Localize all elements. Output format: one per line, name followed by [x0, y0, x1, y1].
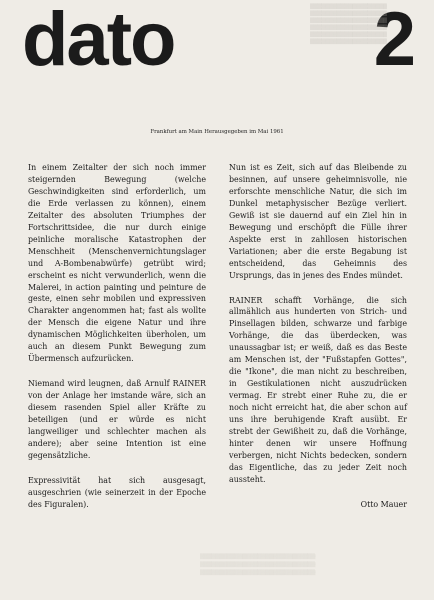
paragraph: Niemand wird leugnen, daß Arnulf RAINER von der Anlage her imstande wäre, sich an diesem rasenden Spiel aller Kräfte zu beteiligen (und er würde es nicht langweiliger und schlechter machen als andere); aber seine Intention ist eine gegensätzliche.	[28, 379, 206, 460]
show-through-texture: ▒▒▒▒▒▒▒▒▒▒▒▒▒▒▒▒▒▒▒▒▒▒▒▒▒▒▒▒▒▒ ▒▒▒▒▒▒▒▒▒▒▒▒▒▒▒▒▒▒▒▒▒▒▒▒▒▒▒▒▒▒ ▒▒▒▒▒▒▒▒▒▒▒▒▒▒▒▒▒▒▒▒▒▒▒▒▒▒▒▒▒▒	[200, 554, 316, 576]
show-through-texture: ▒▒▒▒▒▒▒▒▒▒▒▒▒▒▒▒▒▒▒▒ ▒▒▒▒▒▒▒▒▒▒▒▒▒▒▒▒▒▒▒▒ ▒▒▒▒▒▒▒▒▒▒▒▒▒▒▒▒▒▒▒▒ ▒▒▒▒▒▒▒▒▒▒▒▒▒▒▒▒▒▒▒▒ ▒▒▒▒▒▒▒▒▒▒▒▒▒▒▒▒▒▒▒▒ ▒▒▒▒▒▒▒▒▒▒▒▒▒▒▒▒▒▒▒▒	[310, 4, 387, 45]
paragraph: RAINER schafft Vorhänge, die sich allmählich aus hunderten von Strich- und Pinsellagen bilden, schwarze und farbige Vorhänge, die das überdecken, was unaussagbar ist; er weiß, daß es das Beste am Menschen ist, der "Fußstapfen Gottes", die "Ikone", die man nicht zu beschreiben, in Gestikulationen nicht auszudrücken vermag. Er strebt einer Ruhe zu, die er noch nicht erreicht hat, die aber schon auf uns ihre beruhigende Kraft ausübt. Er strebt der Gewißheit zu, daß die Vorhänge, hinter denen wir unsere Hoffnung verbergen, nicht Nichts bedecken, sondern das Eigentliche, das zu jeder Zeit noch aussteht.	[229, 295, 407, 484]
dateline: Frankfurt am Main Herausgegeben im Mai 1961	[150, 129, 284, 135]
paragraph: In einem Zeitalter der sich noch immer steigernden Bewegung (welche Geschwindigkeiten sind erforderlich, um die Erde verlassen zu können), einem Zeitalter des absoluten Triumphes der Fortschrittsidee, die nur durch einige peinliche moralische Katastrophen der Menschheit (Menschenvernichtungslager und A-Bombenabwürfe) getrübt wird; erscheint es nicht verwunderlich, wenn die Malerei, in action painting und peinture de geste, einen sehr mobilen und expressiven Charakter angenommen hat; fast als wollte der Mensch die eigene Natur und ihre dynamischen Möglichkeiten überholen, um auch an diesem Punkt Bewegung zum Übermensch aufzurücken.	[28, 163, 206, 364]
issue-number: 2	[373, 0, 416, 82]
left-column	[28, 162, 206, 524]
right-column	[229, 162, 407, 511]
magazine-title: dato	[22, 0, 175, 82]
paragraph: Nun ist es Zeit, sich auf das Bleibende zu besinnen, auf unsere geheimnisvolle, nie erforschte menschliche Natur, die sich im Dunkel metaphysischer Bezüge verliert. Gewiß ist sie dauernd auf ein Ziel hin in Bewegung und erschöpft die Fülle ihrer Aspekte erst in zahllosen historischen Variationen; aber die erste Begabung ist entscheidend, das Geheimnis des Ursprungs, das in jenes des Endes mündet.	[229, 163, 407, 280]
author-signature: Otto Mauer	[360, 499, 407, 509]
paragraph: Expressivität hat sich ausgesagt, ausgeschrien (wie seinerzeit in der Epoche des Figuralen).	[28, 475, 206, 509]
